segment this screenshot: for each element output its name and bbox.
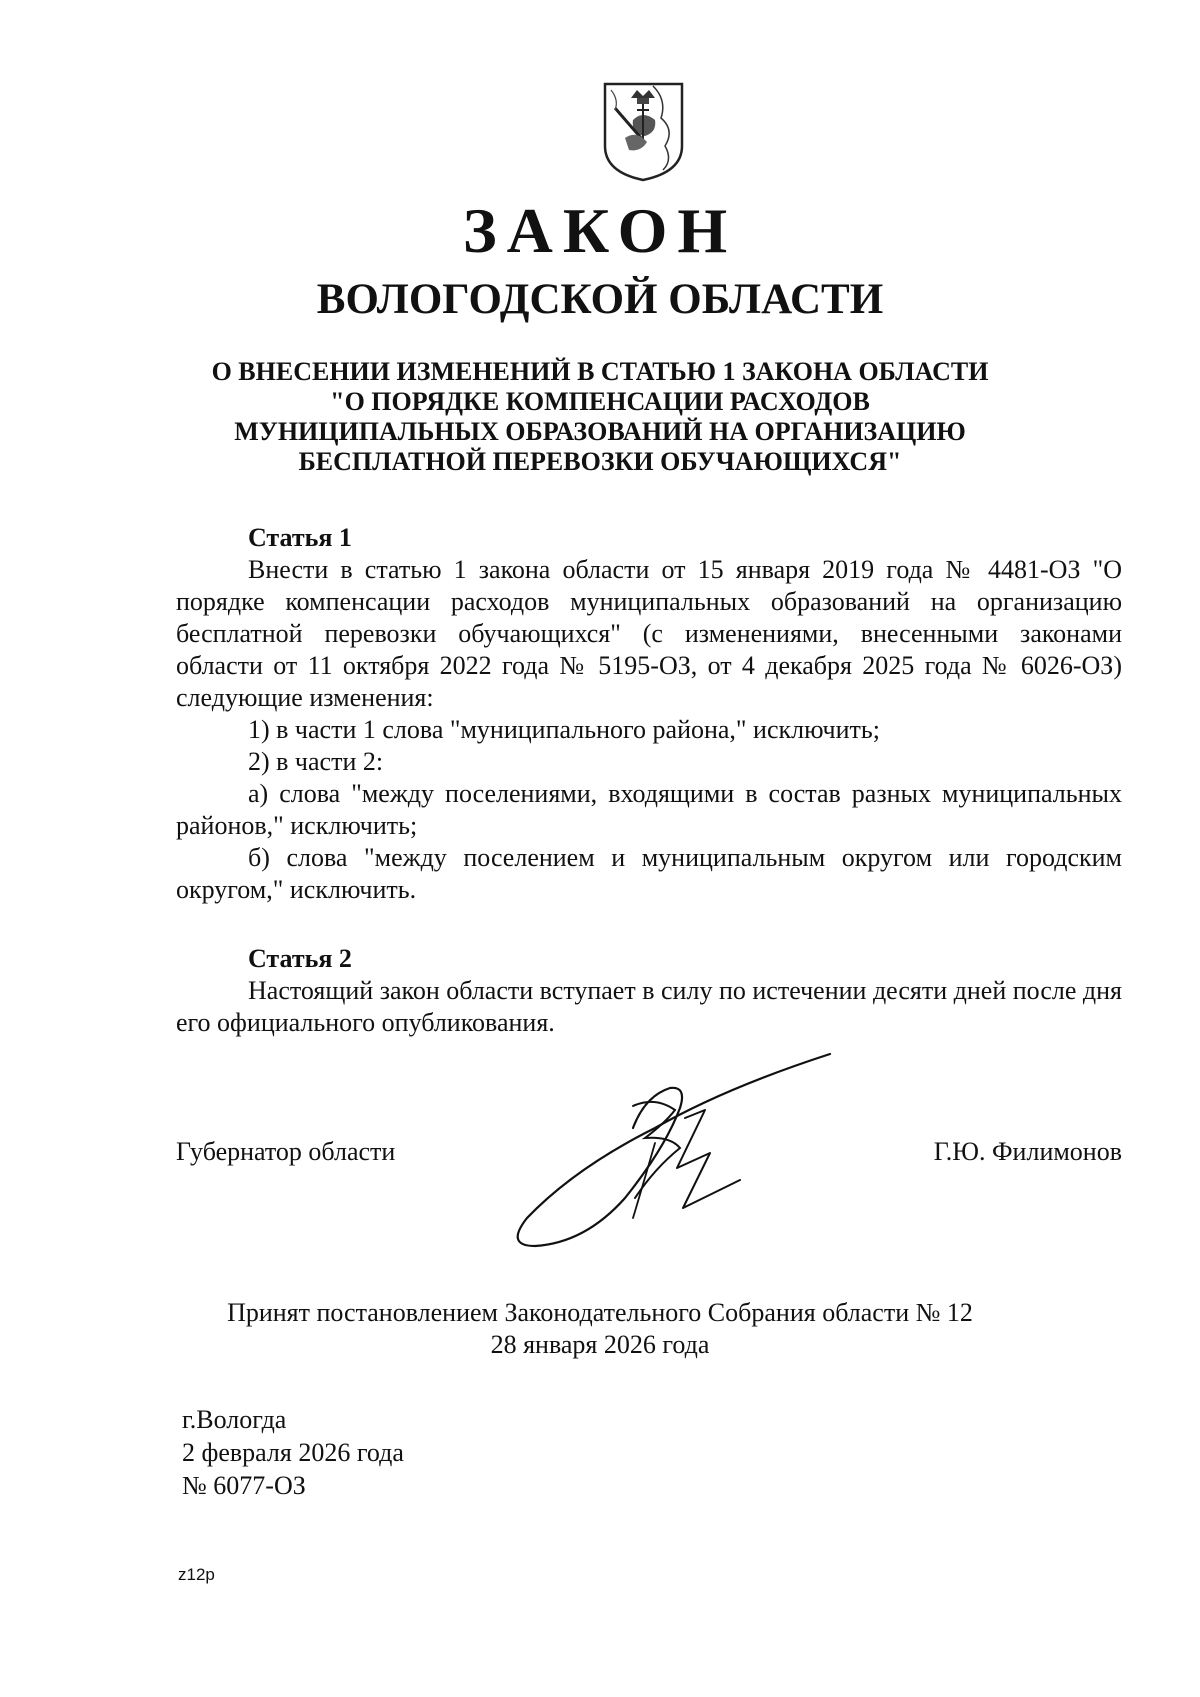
document-code: z12p [178, 1565, 215, 1584]
article-1 [176, 522, 1122, 906]
law-name [150, 357, 1050, 477]
law-name-line: "О ПОРЯДКЕ КОМПЕНСАЦИИ РАСХОДОВ [330, 387, 870, 416]
coat-of-arms-icon [601, 80, 686, 183]
adoption-line: Принят постановлением Законодательного Собрания области № 12 [227, 1298, 973, 1327]
article-2-heading: Статья 2 [248, 944, 352, 973]
adoption-note [0, 1297, 1200, 1361]
law-name-line: МУНИЦИПАЛЬНЫХ ОБРАЗОВАНИЙ НА ОРГАНИЗАЦИЮ [234, 417, 966, 446]
footer-city: г.Вологда [182, 1405, 287, 1434]
article-1-heading: Статья 1 [248, 523, 352, 552]
footer-number: № 6077-ОЗ [182, 1471, 306, 1500]
adoption-date: 28 января 2026 года [490, 1330, 710, 1359]
article-1-item-2a: а) слова "между поселениями, входящими в состав разных муниципальных районов," исключить; [176, 779, 1122, 840]
handwritten-signature-icon [505, 1048, 835, 1253]
article-1-item-2b: б) слова "между поселением и муниципальным округом или городским округом," исключить. [176, 843, 1122, 904]
law-name-line: О ВНЕСЕНИИ ИЗМЕНЕНИЙ В СТАТЬЮ 1 ЗАКОНА ОБЛАСТИ [211, 357, 989, 386]
document-subtitle: ВОЛОГОДСКОЙ ОБЛАСТИ [316, 276, 884, 323]
footer-date: 2 февраля 2026 года [182, 1438, 404, 1467]
footer-block [182, 1403, 404, 1502]
law-name-line: БЕСПЛАТНОЙ ПЕРЕВОЗКИ ОБУЧАЮЩИХСЯ" [298, 447, 902, 476]
article-1-item-1: 1) в части 1 слова "муниципального района," исключить; [248, 715, 880, 744]
article-1-intro: Внести в статью 1 закона области от 15 января 2019 года № 4481-ОЗ "О порядке компенсации расходов муниципальных образований на организацию бесплатной перевозки обучающихся" (с изменениями, внесенными законами области от 11 октября 2022 года № 5195-ОЗ, от 4 декабря 2025 года № 6026-ОЗ) следующие изменения: [176, 555, 1122, 712]
article-1-item-2: 2) в части 2: [248, 747, 384, 776]
article-2 [176, 943, 1122, 1039]
document-title: ЗАКОН [462, 195, 738, 266]
article-2-text: Настоящий закон области вступает в силу по истечении десяти дней после дня его официального опубликования. [176, 976, 1122, 1037]
signatory-name: Г.Ю. Филимонов [933, 1137, 1122, 1166]
signatory-position: Губернатор области [176, 1137, 396, 1166]
